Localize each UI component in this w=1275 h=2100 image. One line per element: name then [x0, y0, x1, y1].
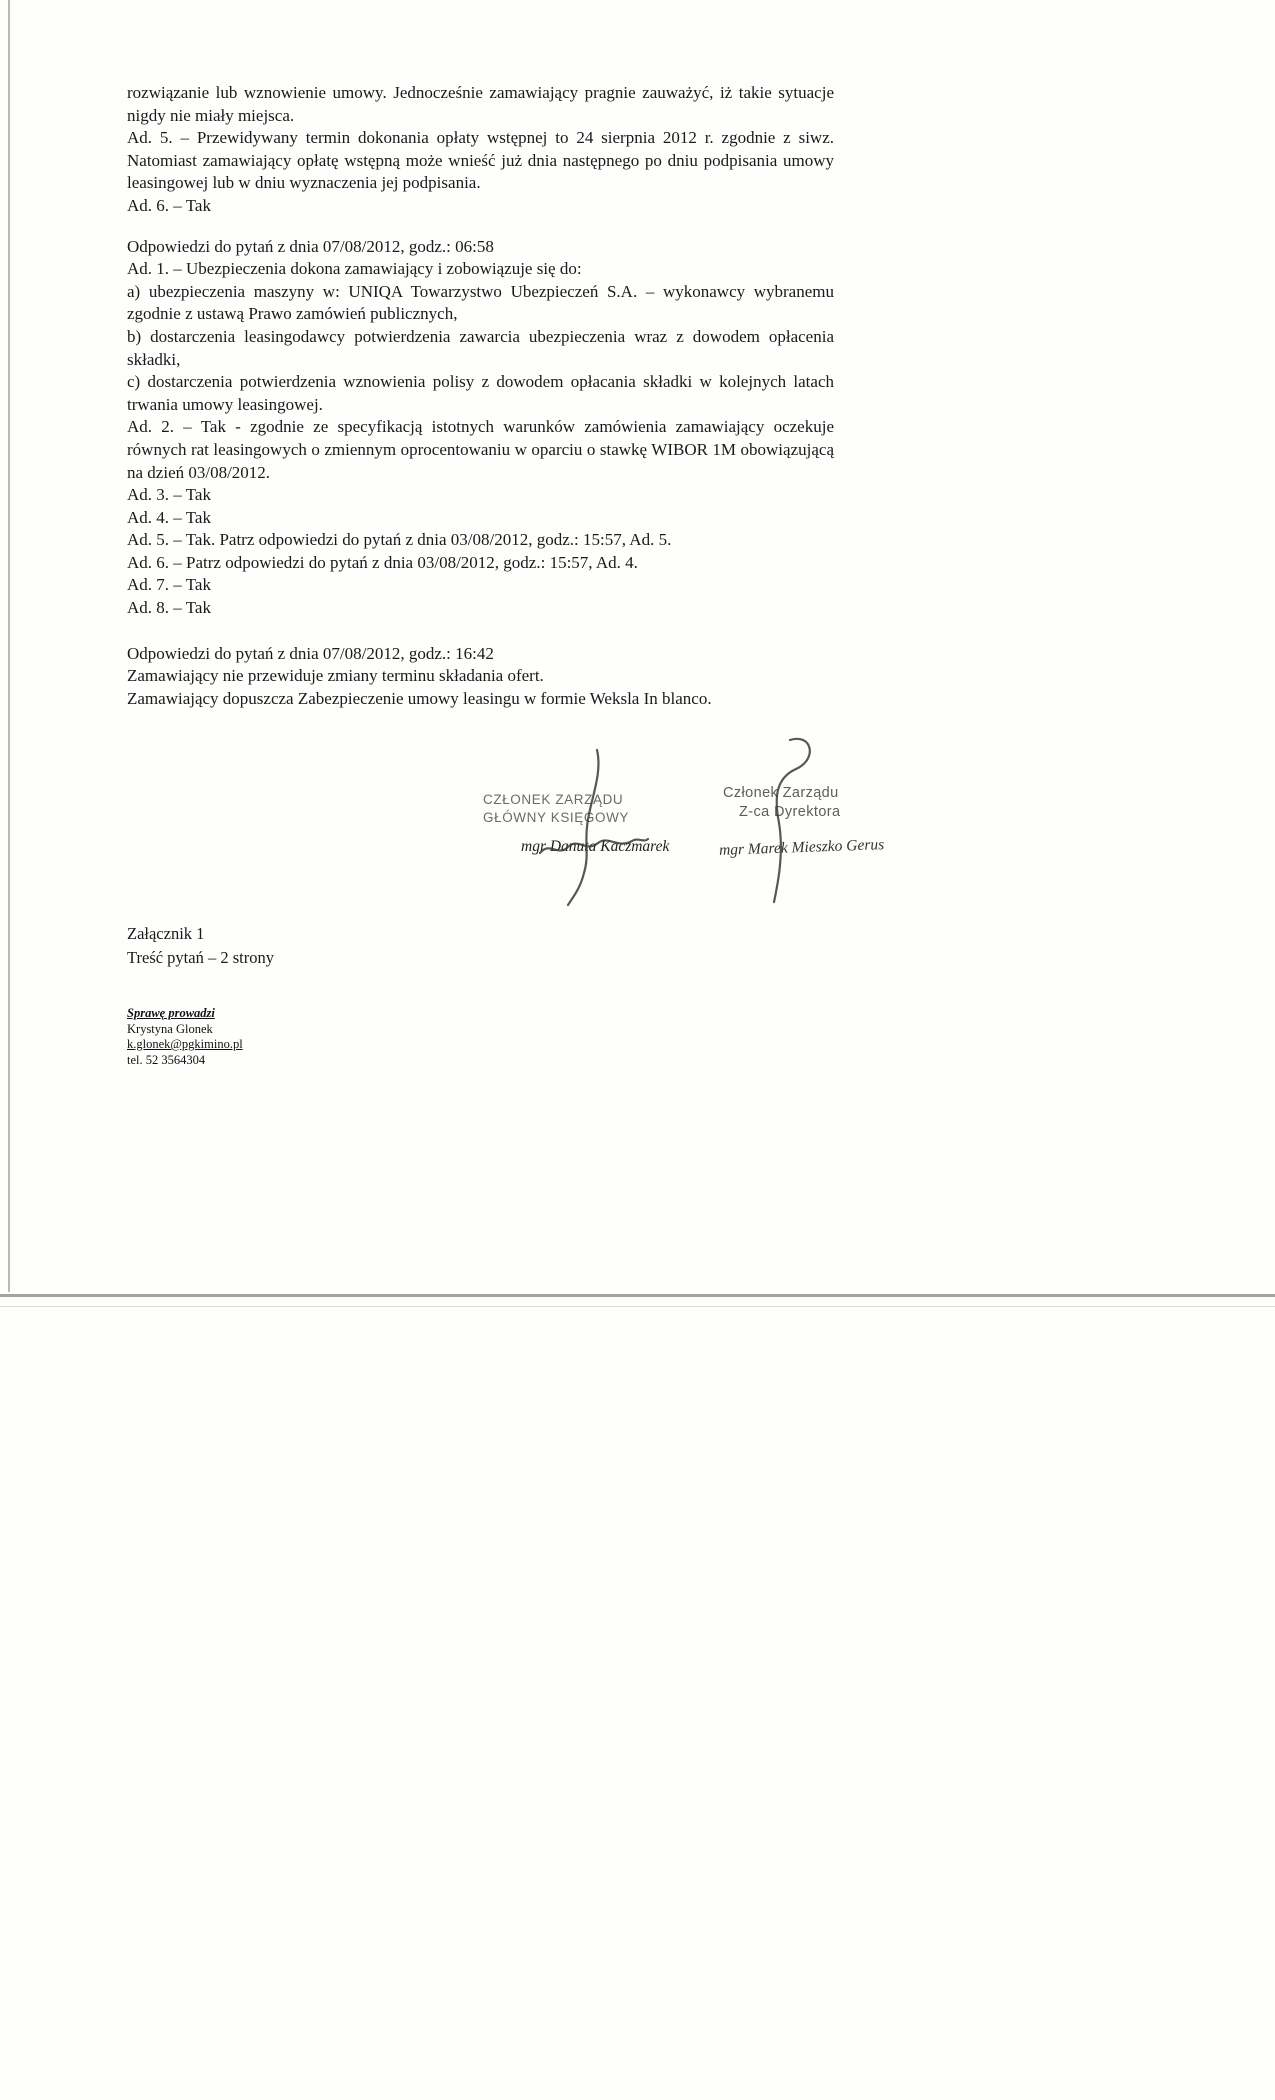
attachment-line: Treść pytań – 2 strony: [127, 947, 274, 967]
answer-line: Ad. 6. – Patrz odpowiedzi do pytań z dnia 03/08/2012, godz.: 15:57, Ad. 4.: [127, 552, 638, 572]
answer-line: Ad. 8. – Tak: [127, 598, 211, 618]
stamp-role-line: GŁÓWNY KSIĘGOWY: [483, 809, 630, 825]
stamp-role-line: CZŁONEK ZARZĄDU: [483, 792, 624, 807]
signatory-name-left: mgr Danuta Kaczmarek: [521, 838, 670, 855]
section-heading-answers-1642: Odpowiedzi do pytań z dnia 07/08/2012, godz.: 16:42: [127, 643, 494, 663]
answer-line: a) ubezpieczenia maszyny w: UNIQA Towarzystwo Ubezpieczeń S.A. – wykonawcy wybranemu zgodnie z ustawą Prawo zamówień publicznych,: [127, 281, 834, 324]
paragraph-ad5: Ad. 5. – Przewidywany termin dokonania opłaty wstępnej to 24 sierpnia 2012 r. zgodnie z siwz. Natomiast zamawiający opłatę wstępną może wnieść już dnia następnego po dniu podpisania umowy leasingowej lub w dniu wyznaczenia jej podpisania.: [127, 128, 834, 193]
case-handler-name: Krystyna Glonek: [127, 1021, 213, 1036]
section-heading-answers-0658: Odpowiedzi do pytań z dnia 07/08/2012, godz.: 06:58: [127, 236, 494, 256]
stamp-role-line: Z-ca Dyrektora: [739, 803, 841, 820]
answer-line: Ad. 5. – Tak. Patrz odpowiedzi do pytań z dnia 03/08/2012, godz.: 15:57, Ad. 5.: [127, 530, 672, 550]
answer-line: Ad. 4. – Tak: [127, 507, 211, 527]
scan-edge-artifact-left: [8, 0, 10, 1292]
signatory-name-right: mgr Marek Mieszko Gerus: [718, 836, 885, 859]
answer-line: Ad. 1. – Ubezpieczenia dokona zamawiający i zobowiązuje się do:: [127, 259, 582, 279]
page-bottom-edge-line: [0, 1294, 1275, 1297]
case-handler-email: k.glonek@pgkimino.pl: [127, 1037, 243, 1051]
answer-line: Zamawiający dopuszcza Zabezpieczenie umowy leasingu w formie Weksla In blanco.: [127, 688, 712, 708]
answer-line: b) dostarczenia leasingodawcy potwierdzenia zawarcia ubezpieczenia wraz z dowodem opłacenia składki,: [127, 326, 834, 369]
answer-line: Ad. 2. – Tak - zgodnie ze specyfikacją istotnych warunków zamówienia zamawiający oczekuje równych rat leasingowych o zmiennym oprocentowaniu w oparciu o stawkę WIBOR 1M obowiązującą na dzień 03/08/2012.: [127, 417, 834, 482]
attachment-note: [127, 922, 274, 969]
signature-stroke-left: [568, 750, 598, 905]
page-bottom-edge-shadow: [0, 1306, 1275, 1307]
stamp-role-line: Członek Zarządu: [723, 785, 839, 801]
answer-line: c) dostarczenia potwierdzenia wznowienia polisy z dowodem opłacania składki w kolejnych latach trwania umowy leasingowej.: [127, 372, 834, 414]
handwritten-signature-strokes: [440, 735, 900, 915]
signature-stroke-right: [774, 739, 810, 902]
case-handler-footer: [127, 1006, 243, 1068]
case-handler-label: Sprawę prowadzi: [127, 1006, 215, 1020]
attachment-line: Załącznik 1: [127, 924, 205, 943]
case-handler-phone: tel. 52 3564304: [127, 1052, 206, 1067]
signature-squiggle-left: [540, 839, 648, 853]
answer-line: Ad. 3. – Tak: [127, 485, 211, 505]
paragraph-ad6: Ad. 6. – Tak: [127, 195, 211, 215]
answer-line: Zamawiający nie przewiduje zmiany terminu składania ofert.: [127, 666, 544, 686]
paragraph-continuation: rozwiązanie lub wznowienie umowy. Jednocześnie zamawiający pragnie zauważyć, iż takie sytuacje nigdy nie miały miejsca.: [127, 83, 834, 125]
answer-line: Ad. 7. – Tak: [127, 575, 211, 595]
document-body: [127, 82, 834, 710]
